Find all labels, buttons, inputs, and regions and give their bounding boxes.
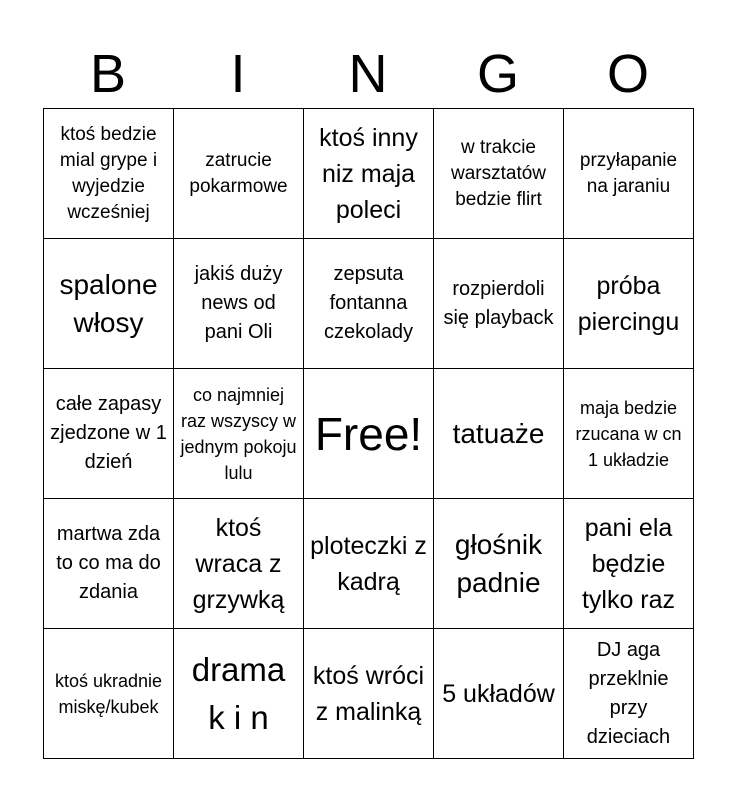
header-letter-i: I xyxy=(230,44,246,104)
bingo-cell[interactable]: spalone włosy xyxy=(44,239,174,369)
bingo-cell[interactable]: ktoś bedzie mial grype i wyjedzie wcześniej xyxy=(44,109,174,239)
bingo-cell[interactable]: ktoś wróci z malinką xyxy=(304,629,434,759)
header-letter-g: G xyxy=(476,44,519,104)
bingo-cell[interactable]: ktoś wraca z grzywką xyxy=(174,499,304,629)
bingo-cell[interactable]: ktoś ukradnie miskę/kubek xyxy=(44,629,174,759)
bingo-cell[interactable]: tatuaże xyxy=(434,369,564,499)
bingo-cell[interactable]: głośnik padnie xyxy=(434,499,564,629)
bingo-cell[interactable]: całe zapasy zjedzone w 1 dzień xyxy=(44,369,174,499)
bingo-cell[interactable]: drama k i n xyxy=(174,629,304,759)
bingo-board xyxy=(43,108,694,759)
bingo-cell[interactable]: w trakcie warsztatów bedzie flirt xyxy=(434,109,564,239)
bingo-cell[interactable]: maja bedzie rzucana w cn 1 układzie xyxy=(564,369,694,499)
bingo-header xyxy=(43,40,693,108)
bingo-cell[interactable]: przyłapanie na jaraniu xyxy=(564,109,694,239)
bingo-cell[interactable]: martwa zda to co ma do zdania xyxy=(44,499,174,629)
bingo-cell[interactable]: zatrucie pokarmowe xyxy=(174,109,304,239)
free-cell[interactable]: Free! xyxy=(304,369,434,499)
bingo-cell[interactable]: rozpierdoli się playback xyxy=(434,239,564,369)
bingo-cell[interactable]: zepsuta fontanna czekolady xyxy=(304,239,434,369)
header-letter-o: O xyxy=(606,44,649,104)
bingo-cell[interactable]: pani ela będzie tylko raz xyxy=(564,499,694,629)
bingo-cell[interactable]: ploteczki z kadrą xyxy=(304,499,434,629)
bingo-cell[interactable]: jakiś duży news od pani Oli xyxy=(174,239,304,369)
bingo-cell[interactable]: ktoś inny niz maja poleci xyxy=(304,109,434,239)
bingo-cell[interactable]: DJ aga przeklnie przy dzieciach xyxy=(564,629,694,759)
bingo-cell[interactable]: próba piercingu xyxy=(564,239,694,369)
header-letter-n: N xyxy=(348,44,388,104)
bingo-cell[interactable]: 5 układów xyxy=(434,629,564,759)
bingo-cell[interactable]: co najmniej raz wszyscy w jednym pokoju lulu xyxy=(174,369,304,499)
header-letter-b: B xyxy=(89,44,127,104)
